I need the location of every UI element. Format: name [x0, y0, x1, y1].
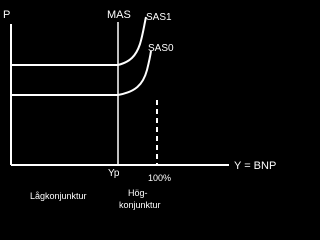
x-axis-label: Y = BNP [234, 160, 277, 172]
boom-label-line1: Hög- [128, 188, 148, 198]
sas0-curve [11, 51, 151, 95]
mas-label: MAS [107, 9, 131, 21]
full-capacity-label: 100% [148, 173, 172, 183]
sas1-label: SAS1 [146, 12, 172, 23]
recession-label: Lågkonjunktur [30, 191, 87, 201]
yp-label: Yp [108, 168, 120, 179]
boom-label-line2: konjunktur [119, 200, 161, 210]
sas0-label: SAS0 [148, 43, 174, 54]
sas1-curve [11, 17, 146, 65]
y-axis-label: P [3, 9, 11, 21]
